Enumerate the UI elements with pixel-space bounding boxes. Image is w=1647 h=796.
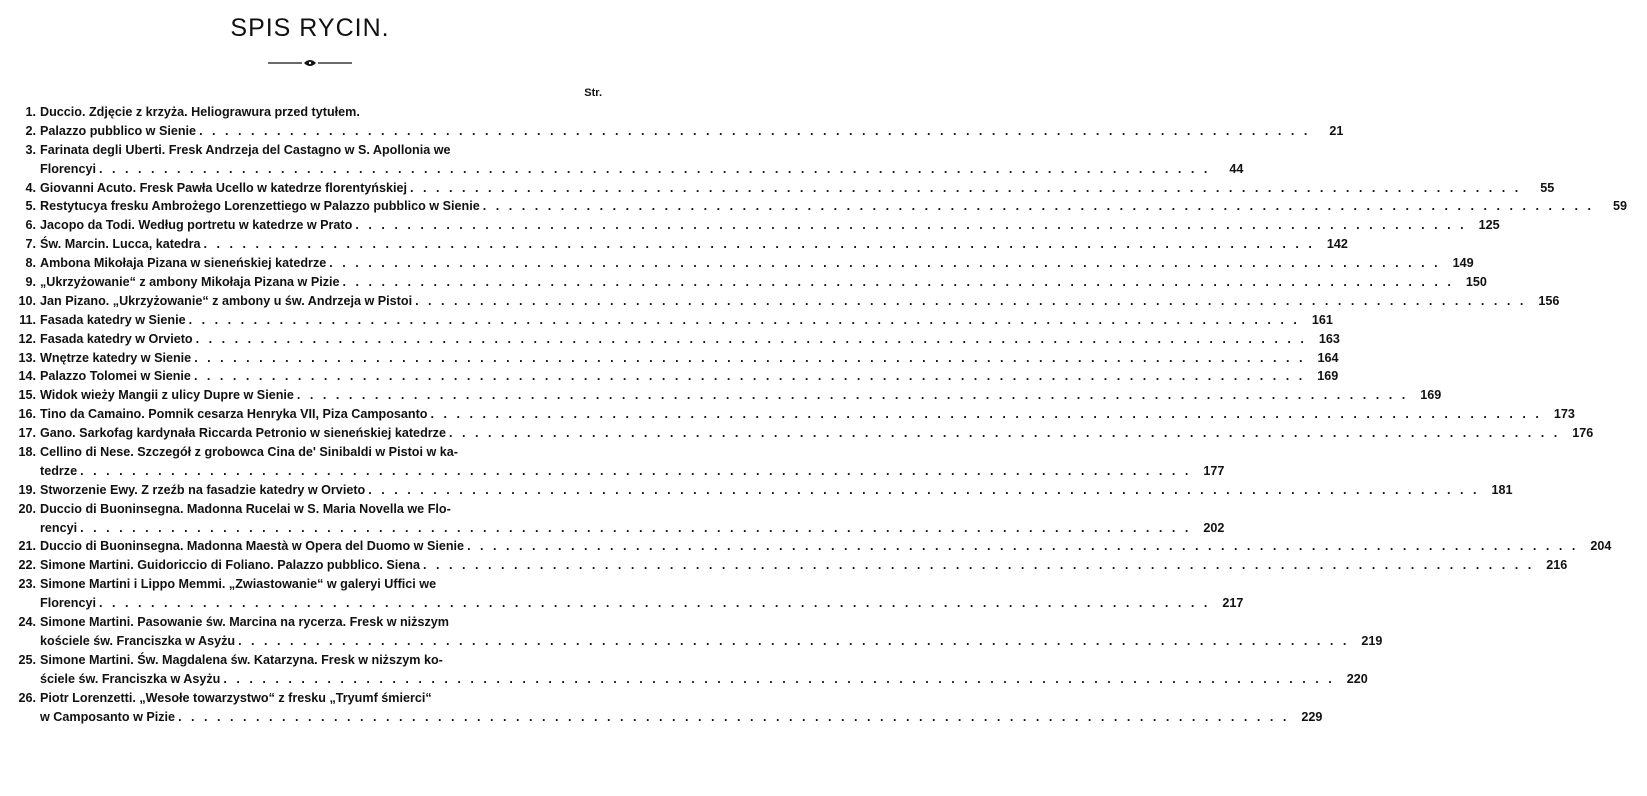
- list-item: [0, 386, 1442, 405]
- list-item: [0, 500, 1225, 538]
- list-item: [0, 273, 1487, 292]
- entry-text: Ambona Mikołaja Pizana w sieneńskiej katedrze: [40, 256, 327, 271]
- entry-number: 4.: [25, 180, 36, 195]
- leader-dots: [99, 594, 1210, 613]
- entry-page-number: 161: [1311, 312, 1333, 327]
- entry-number: 20.: [18, 501, 36, 516]
- entry-text: Duccio di Buoninsegna. Madonna Rucelai w S. Maria Novella we Flo-: [40, 501, 451, 516]
- entry-number: 22.: [18, 558, 36, 573]
- leader-dots: [449, 424, 1560, 443]
- entry-page-number: 169: [1420, 388, 1442, 403]
- list-item: [0, 122, 1344, 141]
- leader-dots: [99, 160, 1210, 179]
- list-item: [0, 179, 1555, 198]
- entry-number: 14.: [18, 369, 36, 384]
- leader-dots: [238, 632, 1349, 651]
- title-ornament: [268, 56, 352, 70]
- leader-dots: [355, 216, 1466, 235]
- entry-page-number: 176: [1572, 426, 1594, 441]
- leader-dots: [343, 273, 1454, 292]
- page-title: SPIS RYCIN.: [230, 14, 390, 42]
- leader-dots: [329, 254, 1440, 273]
- entry-text: tedrze: [40, 463, 78, 478]
- leader-dots: [423, 556, 1534, 575]
- leader-dots: [194, 349, 1305, 368]
- entry-page-number: 125: [1478, 218, 1500, 233]
- entry-text: Tino da Camaino. Pomnik cesarza Henryka VII, Piza Camposanto: [40, 407, 428, 422]
- list-item: [0, 405, 1575, 424]
- list-item: [0, 330, 1340, 349]
- entry-number: 12.: [18, 331, 36, 346]
- leader-dots: [483, 197, 1594, 216]
- entry-number: 13.: [18, 350, 36, 365]
- list-item: [0, 216, 1500, 235]
- entry-text: Fasada katedry w Sienie: [40, 312, 186, 327]
- entry-text: Gano. Sarkofag kardynała Riccarda Petronio w sieneńskiej katedrze: [40, 426, 446, 441]
- entry-page-number: 164: [1317, 350, 1339, 365]
- entry-text: Stworzenie Ewy. Z rzeźb na fasadzie katedry w Orvieto: [40, 482, 366, 497]
- entry-text: Cellino di Nese. Szczegół z grobowca Cina de' Sinibaldi w Pistoi w ka-: [40, 445, 458, 460]
- entry-number: 17.: [18, 426, 36, 441]
- entry-number: 7.: [25, 237, 36, 252]
- entry-text: Florencyi: [40, 161, 96, 176]
- entry-number: 21.: [18, 539, 36, 554]
- entry-text: Farinata degli Uberti. Fresk Andrzeja del Castagno w S. Apollonia we: [40, 142, 451, 157]
- list-item: [0, 481, 1513, 500]
- entry-page-number: 21: [1329, 123, 1344, 138]
- entry-text: Restytucya fresku Ambrożego Lorenzettiego w Palazzo pubblico w Sienie: [40, 199, 480, 214]
- entry-number: 3.: [25, 142, 36, 157]
- leader-dots: [410, 179, 1521, 198]
- entry-number: 1.: [25, 105, 36, 119]
- entry-number: 2.: [25, 123, 36, 138]
- entry-page-number: 163: [1318, 331, 1340, 346]
- entry-page-number: 204: [1590, 539, 1612, 554]
- entry-page-number: 156: [1538, 293, 1560, 308]
- leader-dots: [297, 386, 1408, 405]
- entry-number: 19.: [18, 482, 36, 497]
- entry-text: ściele św. Franciszka w Asyżu: [40, 671, 221, 686]
- list-item: [0, 689, 1323, 727]
- entry-number: 5.: [25, 199, 36, 214]
- leader-dots: [178, 708, 1289, 727]
- illustration-list: [0, 103, 1628, 726]
- leader-dots: [431, 405, 1542, 424]
- entry-number: 10.: [18, 293, 36, 308]
- entry-text: kościele św. Franciszka w Asyżu: [40, 633, 236, 648]
- list-item: [0, 575, 1244, 613]
- entry-text: Simone Martini. Św. Magdalena św. Katarzyna. Fresk w niższym ko-: [40, 652, 443, 667]
- entry-page-number: 150: [1465, 275, 1487, 290]
- list-item: [0, 537, 1612, 556]
- list-item: [0, 103, 620, 122]
- leader-dots: [223, 670, 1334, 689]
- list-item: [0, 235, 1348, 254]
- entry-page-number: 149: [1452, 256, 1474, 271]
- leader-dots: [196, 330, 1307, 349]
- list-item: [0, 141, 1244, 179]
- entry-text: „Ukrzyżowanie“ z ambony Mikołaja Pizana w Pizie: [40, 275, 340, 290]
- entry-text: Giovanni Acuto. Fresk Pawła Ucello w katedrze florentyńskiej: [40, 180, 407, 195]
- list-item: [0, 613, 1383, 651]
- entry-page-number: 219: [1361, 633, 1383, 648]
- leader-dots: [194, 367, 1305, 386]
- entry-text: Duccio di Buoninsegna. Madonna Maestà w Opera del Duomo w Sienie: [40, 539, 465, 554]
- leader-dots: [415, 292, 1526, 311]
- entry-text: Fasada katedry w Orvieto: [40, 331, 193, 346]
- leader-dots: [467, 537, 1578, 556]
- leader-dots: [80, 462, 1191, 481]
- leader-dots: [204, 235, 1315, 254]
- entry-text: rencyi: [40, 520, 78, 535]
- entry-text: Św. Marcin. Lucca, katedra: [40, 237, 201, 252]
- entry-text: Palazzo pubblico w Sienie: [40, 123, 197, 138]
- entry-page-number: 220: [1346, 671, 1368, 686]
- list-item: [0, 651, 1368, 689]
- entry-page-number: 177: [1203, 463, 1225, 478]
- entry-text: Piotr Lorenzetti. „Wesołe towarzystwo“ z fresku „Tryumf śmierci“: [40, 690, 432, 705]
- entry-number: 9.: [25, 275, 36, 290]
- entry-text: w Camposanto w Pizie: [40, 709, 176, 724]
- entry-number: 11.: [19, 312, 36, 327]
- leader-dots: [80, 519, 1191, 538]
- entry-text: Simone Martini i Lippo Memmi. „Zwiastowanie“ w galeryi Uffici we: [40, 577, 437, 592]
- list-item: [0, 197, 1628, 216]
- entry-number: 8.: [25, 256, 36, 271]
- list-item: [0, 424, 1594, 443]
- list-item: [0, 367, 1339, 386]
- page-column-header: Str.: [584, 87, 602, 99]
- entry-page-number: 59: [1613, 199, 1628, 214]
- entry-page-number: 142: [1326, 237, 1348, 252]
- entry-page-number: 217: [1222, 596, 1244, 611]
- entry-number: 6.: [25, 218, 36, 233]
- list-item: [0, 556, 1568, 575]
- list-item: [0, 254, 1474, 273]
- entry-page-number: 169: [1317, 369, 1339, 384]
- list-item: [0, 443, 1225, 481]
- entry-text: Jan Pizano. „Ukrzyżowanie“ z ambony u św. Andrzeja w Pistoi: [40, 293, 413, 308]
- entry-page-number: 202: [1203, 520, 1225, 535]
- entry-text: Wnętrze katedry w Sienie: [40, 350, 192, 365]
- entry-page-number: 55: [1540, 180, 1555, 195]
- entry-text: Duccio. Zdjęcie z krzyża. Heliograwura przed tytułem.: [40, 105, 360, 119]
- entry-text: Palazzo Tolomei w Sienie: [40, 369, 191, 384]
- list-item: [0, 349, 1339, 368]
- entry-number: 16.: [18, 407, 36, 422]
- entry-number: 25.: [18, 652, 36, 667]
- entry-page-number: 229: [1301, 709, 1323, 724]
- entry-number: 15.: [18, 388, 36, 403]
- entry-page-number: 44: [1229, 161, 1244, 176]
- entry-page-number: 181: [1491, 482, 1513, 497]
- entry-number: 24.: [18, 615, 36, 630]
- entry-text: Simone Martini. Guidoriccio di Foliano. Palazzo pubblico. Siena: [40, 558, 420, 573]
- leader-dots: [189, 311, 1300, 330]
- entry-page-number: 173: [1553, 407, 1575, 422]
- leader-dots: [368, 481, 1479, 500]
- list-item: [0, 292, 1560, 311]
- entry-text: Widok wieży Mangii z ulicy Dupre w Sienie: [40, 388, 294, 403]
- entry-text: Jacopo da Todi. Według portretu w katedrze w Prato: [40, 218, 353, 233]
- entry-number: 23.: [18, 577, 36, 592]
- entry-number: 26.: [18, 690, 36, 705]
- entry-page-number: 216: [1546, 558, 1568, 573]
- leader-dots: [199, 122, 1310, 141]
- entry-text: Florencyi: [40, 596, 96, 611]
- entry-text: Simone Martini. Pasowanie św. Marcina na rycerza. Fresk w niższym: [40, 615, 449, 630]
- list-item: [0, 311, 1333, 330]
- entry-number: 18.: [18, 445, 36, 460]
